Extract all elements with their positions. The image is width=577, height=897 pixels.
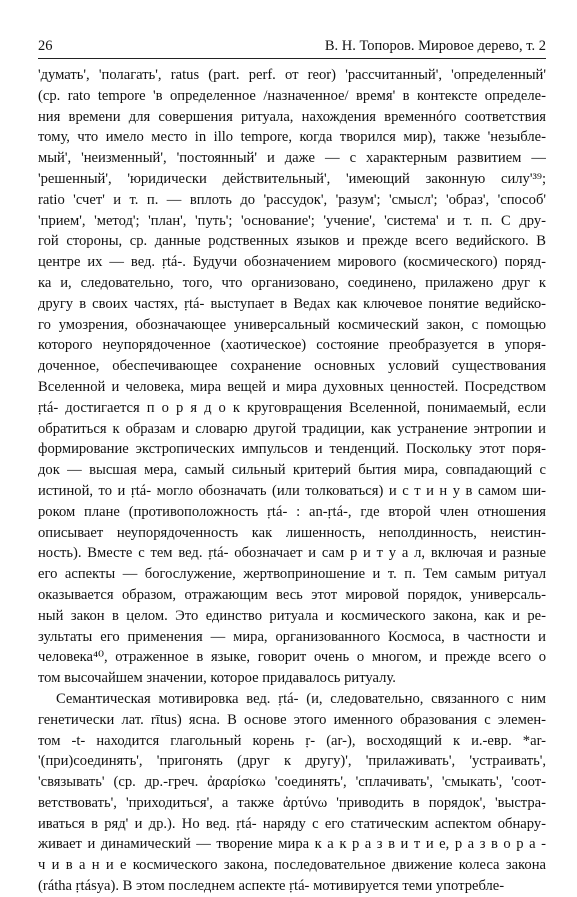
text-line: ṛtá- достигается п о р я д о к круговращения Вселенной, понимаемый, если xyxy=(38,399,546,416)
text-line: 'прием', 'метод'; 'план', 'путь'; 'основание'; 'учение', 'система' и т. п. С дру- xyxy=(38,212,546,229)
text-line: том высочайшем значении, которое придавалось ритуалу. xyxy=(38,670,396,687)
text-line: ния времени для совершения ритуала, нахождения временнóго соответствия xyxy=(38,108,546,125)
text-line: формирование экстропических импульсов и тенденций. Поскольку этот поря- xyxy=(38,441,546,458)
text-line: которого неупорядоченное (хаотическое) состояние преобразуется в упоря- xyxy=(38,337,546,354)
text-line: ratio 'счет' и т. п. — вплоть до 'рассудок', 'разум'; 'смысл'; 'образ', 'способ' xyxy=(38,191,546,208)
text-line: иваться в ряд' и др.). Но вед. ṛtá- наряду с его статическим аспектом обнару- xyxy=(38,815,546,832)
paragraph xyxy=(38,689,546,897)
text-line: истиной, то и ṛtá- могло обозначать (или толковаться) и с т и н у в самом ши- xyxy=(38,482,546,499)
text-line: живает и динамический — творение мира к а к р а з в и т и е, р а з в о р а - xyxy=(38,836,546,853)
page-number: 26 xyxy=(38,38,53,54)
text-line: гой стороны, ср. данные родственных языков и прежде всего ведийского. В xyxy=(38,233,546,250)
text-line: док — высшая мера, самый сильный критерий бытия мира, совпадающий с xyxy=(38,462,546,479)
paragraph xyxy=(38,65,546,689)
text-line: тому, что имело место in illo tempore, когда творился мир), также 'незыбле- xyxy=(38,129,546,146)
text-line: мый', 'неизменный', 'постоянный' и даже — с характерным развитием — xyxy=(38,150,546,167)
text-line: том -t- находится глагольный корень ṛ- (ar-), восходящий к и.-евр. *ar- xyxy=(38,732,546,749)
text-line: ка и, следовательно, того, что организовано, соединено, прилажено друг к xyxy=(38,274,546,291)
text-line: описывает неупорядоченность как лишенность, неполдинность, неистин- xyxy=(38,524,546,541)
text-line: роком плане (противоположность ṛtá- : an-ṛtá-, где второй член отношения xyxy=(38,503,546,520)
text-line: оказывается образом, отражающим весь этот мировой порядок, универсаль- xyxy=(38,586,546,603)
text-line: обратиться к образам и словарю другой традиции, как устранение энтропии и xyxy=(38,420,546,437)
text-line: генетически лат. rītus) ясна. В основе этого именного образования с элемен- xyxy=(38,711,546,728)
text-line: доченное, обеспечивающее сохранение основных условий существования xyxy=(38,358,546,375)
text-line: (rátha ṛtásya). В этом последнем аспекте ṛtá- мотивируется теми употребле- xyxy=(38,878,505,895)
body-text xyxy=(38,65,546,897)
header-rule xyxy=(38,58,546,59)
text-line: 'решенный', 'юридически действительный', 'имеющий законную силу'³⁹; xyxy=(38,170,546,187)
text-line: зультаты его применения — мира, организованного Космоса, в частности и xyxy=(38,628,546,645)
text-line: центре их — вед. ṛtá-. Будучи обозначением мирового (космического) поряд- xyxy=(38,254,546,271)
text-line: ветствовать', 'приходиться', а также ἀρτύνω 'приводить в порядок', 'выстра- xyxy=(38,794,546,811)
running-title: В. Н. Топоров. Мировое дерево, т. 2 xyxy=(324,38,546,54)
text-line: его аспекты — богослужение, жертвоприношение и т. п. Тем самым ритуал xyxy=(38,566,546,583)
text-line: Вселенной и человека, мира вещей и мира духовных ценностей. Посредством xyxy=(38,378,546,395)
text-line: ный закон в целом. Это единство ритуала и космического закона, как и ре- xyxy=(38,607,546,624)
text-line: 'думать', 'полагать', ratus (part. perf. от reor) 'рассчитанный', 'определенный' xyxy=(38,67,546,83)
text-line: '(при)соединять', 'пригонять (друг к другу)', 'прилаживать', 'устраивать', xyxy=(38,753,546,770)
text-line: человека⁴⁰, отраженное в языке, говорит очень о многом, и прежде всего о xyxy=(38,649,546,666)
text-line: ность). Вместе с тем вед. ṛtá- обозначает и сам р и т у а л, включая и разные xyxy=(38,545,546,562)
page-header xyxy=(38,38,546,58)
text-line: ч и в а н и е космического закона, последовательное движение колеса закона xyxy=(38,857,546,874)
text-line: другу в своих частях, ṛtá- выступает в Ведах как ключевое понятие ведийско- xyxy=(38,295,546,312)
text-line: Семантическая мотивировка вед. ṛtá- (и, следовательно, связанного с ним xyxy=(56,690,546,707)
text-line: го умозрения, обозначающее универсальный космический закон, с помощью xyxy=(38,316,546,333)
text-line: (ср. rato tempore 'в определенное /назначенное/ время' в контексте определе- xyxy=(38,87,546,104)
text-line: 'связывать' (ср. др.-греч. ἀραρίσκω 'соединять', 'сплачивать', 'смыкать', 'соот- xyxy=(38,774,546,791)
